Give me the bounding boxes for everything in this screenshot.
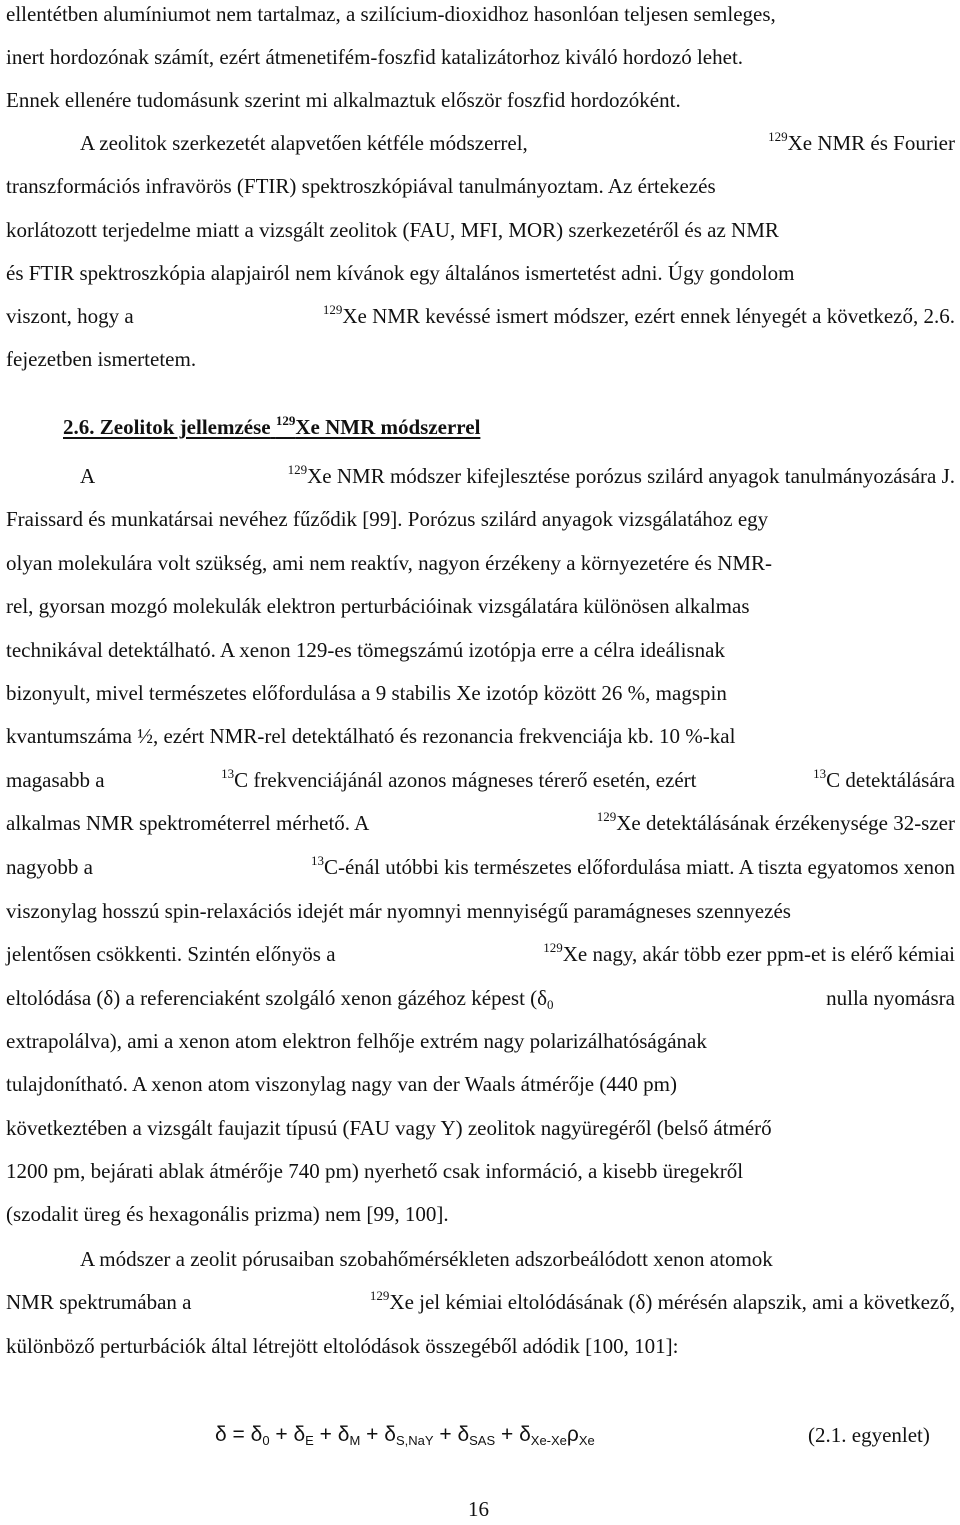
text: alkalmas NMR spektrométerrel mérhető. A bbox=[6, 811, 370, 835]
text: A zeolitok szerkezetét alapvetően kétféle módszerrel, bbox=[80, 131, 528, 155]
superscript: 129 bbox=[596, 809, 617, 824]
text-with-sup bbox=[370, 1288, 955, 1316]
text: technikával detektálható. A xenon 129-es tömegszámú izotópja erre a célra ideálisnak bbox=[6, 638, 725, 662]
text: viszonylag hosszú spin-relaxációs idejét már nyomnyi mennyiségű paramágneses szennyezés bbox=[6, 899, 791, 923]
text-line bbox=[6, 172, 955, 200]
text-with-sup bbox=[288, 462, 955, 490]
text-line bbox=[6, 809, 955, 837]
text-line bbox=[6, 302, 955, 330]
heading-suffix: Xe NMR módszerrel bbox=[295, 415, 481, 439]
text: fejezetben ismertetem. bbox=[6, 347, 197, 371]
text: Xe NMR módszer kifejlesztése porózus szilárd anyagok tanulmányozására J. bbox=[307, 464, 955, 488]
text: és FTIR spektroszkópia alapjairól nem kívánok egy általános ismertetést adni. Úgy gondolom bbox=[6, 261, 795, 285]
text: jelentősen csökkenti. Szintén előnyös a bbox=[6, 942, 336, 966]
text: bizonyult, mivel természetes előfordulása a 9 stabilis Xe izotóp között 26 %, magspin bbox=[6, 681, 727, 705]
text: transzformációs infravörös (FTIR) spektroszkópiával tanulmányoztam. Az értekezés bbox=[6, 174, 716, 198]
text-line bbox=[6, 984, 955, 1012]
superscript: 129 bbox=[369, 1288, 390, 1303]
text-with-sup bbox=[597, 809, 955, 837]
text: Ennek ellenére tudomásunk szerint mi alkalmaztuk először foszfid hordozóként. bbox=[6, 88, 681, 112]
text: Xe NMR és Fourier bbox=[787, 131, 955, 155]
text-line bbox=[6, 722, 955, 750]
text: C-énál utóbbi kis természetes előfordulása miatt. A tiszta egyatomos xenon bbox=[323, 855, 955, 879]
text: A bbox=[80, 464, 96, 488]
text-line bbox=[6, 897, 955, 925]
text-line bbox=[6, 43, 955, 71]
text-line bbox=[6, 216, 955, 244]
text: ellentétben alumíniumot nem tartalmaz, a szilícium-dioxidhoz hasonlóan teljesen semleges, bbox=[6, 2, 776, 26]
eq-part: + δ bbox=[269, 1423, 306, 1446]
text-line bbox=[6, 940, 955, 968]
equation-number: (2.1. egyenlet) bbox=[808, 1423, 930, 1447]
text-line bbox=[6, 1027, 955, 1055]
superscript: 13 bbox=[310, 853, 324, 868]
text: Fraissard és munkatársai nevéhez fűződik [99]. Porózus szilárd anyagok vizsgálatához egy bbox=[6, 507, 769, 531]
text: magasabb a bbox=[6, 768, 105, 792]
text-with-sup bbox=[221, 766, 696, 794]
text: eltolódása (δ) a referenciaként szolgáló xenon gázéhoz képest (δ bbox=[6, 986, 548, 1010]
text-line bbox=[6, 636, 955, 664]
text: (szodalit üreg és hexagonális prizma) nem [99, 100]. bbox=[6, 1202, 449, 1226]
text: korlátozott terjedelme miatt a vizsgált zeolitok (FAU, MFI, MOR) szerkezetéről és az NMR bbox=[6, 218, 779, 242]
text: Xe nagy, akár több ezer ppm-et is elérő kémiai bbox=[562, 942, 955, 966]
text: Xe detektálásának érzékenysége 32-szer bbox=[616, 811, 955, 835]
eq-subscript: 0 bbox=[262, 1433, 270, 1448]
subscript: 0 bbox=[547, 997, 554, 1012]
text-line bbox=[6, 345, 955, 373]
text: C detektálására bbox=[826, 768, 955, 792]
text: tulajdonítható. A xenon atom viszonylag nagy van der Waals átmérője (440 pm) bbox=[6, 1072, 677, 1096]
text: olyan molekulára volt szükség, ami nem reaktív, nagyon érzékeny a környezetére és NMR- bbox=[6, 551, 773, 575]
text: NMR spektrumában a bbox=[6, 1290, 192, 1314]
eq-subscript: M bbox=[349, 1433, 361, 1448]
text-with-sup bbox=[543, 940, 955, 968]
text-line bbox=[6, 1157, 955, 1185]
eq-subscript: S,NaY bbox=[395, 1433, 434, 1448]
text: Xe jel kémiai eltolódásának (δ) mérésén alapszik, ami a következő, bbox=[389, 1290, 955, 1314]
text: C frekvenciájánál azonos mágneses térerő esetén, ezért bbox=[234, 768, 697, 792]
text-line bbox=[80, 129, 955, 157]
text-with-sup bbox=[768, 129, 955, 157]
eq-part: + δ bbox=[495, 1423, 531, 1446]
text-line bbox=[6, 1200, 955, 1228]
superscript: 129 bbox=[275, 413, 296, 428]
text: inert hordozónak számít, ezért átmenetifém-foszfid katalizátorhoz kiváló hordozó lehet. bbox=[6, 45, 744, 69]
text: kvantumszáma ½, ezért NMR-rel detektálható és rezonancia frekvenciája kb. 10 %-kal bbox=[6, 724, 736, 748]
text-line bbox=[6, 505, 955, 533]
superscript: 129 bbox=[768, 129, 788, 144]
text-line bbox=[6, 549, 955, 577]
superscript: 13 bbox=[813, 766, 827, 781]
text-with-sup bbox=[311, 853, 955, 881]
page-number: 16 bbox=[468, 1497, 489, 1521]
heading-text bbox=[63, 413, 480, 441]
text-line bbox=[6, 0, 955, 28]
text-line bbox=[6, 1114, 955, 1142]
equation bbox=[215, 1420, 595, 1450]
text: viszont, hogy a bbox=[6, 304, 134, 328]
text-line bbox=[6, 592, 955, 620]
eq-subscript: Xe-Xe bbox=[530, 1433, 567, 1448]
text: 1200 pm, bejárati ablak átmérője 740 pm) nyerhető csak információ, a kisebb üregekről bbox=[6, 1159, 744, 1183]
text-line bbox=[6, 853, 955, 881]
eq-part: + δ bbox=[433, 1423, 470, 1446]
text: nagyobb a bbox=[6, 855, 93, 879]
eq-part: ρ bbox=[566, 1423, 579, 1446]
eq-subscript: E bbox=[305, 1433, 314, 1448]
eq-part: + δ bbox=[313, 1423, 350, 1446]
text-line bbox=[6, 766, 955, 794]
superscript: 129 bbox=[543, 940, 563, 955]
eq-subscript: Xe bbox=[578, 1433, 595, 1448]
heading-prefix: 2.6. Zeolitok jellemzése bbox=[63, 415, 271, 439]
text-line bbox=[6, 1288, 955, 1316]
text-line bbox=[6, 1070, 955, 1098]
eq-part: + δ bbox=[360, 1423, 396, 1446]
text: rel, gyorsan mozgó molekulák elektron perturbációinak vizsgálatára különösen alkalmas bbox=[6, 594, 750, 618]
section-heading bbox=[63, 413, 480, 441]
text-line bbox=[6, 86, 955, 114]
text-with-sup bbox=[813, 766, 955, 794]
eq-part: δ = δ bbox=[215, 1423, 263, 1446]
text-line bbox=[80, 462, 955, 490]
text: A módszer a zeolit pórusaiban szobahőmérsékleten adszorbeálódott xenon atomok bbox=[80, 1247, 773, 1271]
text-line bbox=[6, 679, 955, 707]
superscript: 129 bbox=[287, 462, 308, 477]
text-line bbox=[6, 1332, 955, 1360]
text: nulla nyomásra bbox=[826, 986, 955, 1010]
text-with-sub bbox=[6, 984, 554, 1012]
text-with-sup bbox=[323, 302, 955, 330]
text-line bbox=[6, 259, 955, 287]
text: Xe NMR kevéssé ismert módszer, ezért ennek lényegét a következő, 2.6. bbox=[342, 304, 955, 328]
superscript: 13 bbox=[221, 766, 235, 781]
text-line bbox=[80, 1245, 955, 1273]
text: extrapolálva), ami a xenon atom elektron felhője extrém nagy polarizálhatóságának bbox=[6, 1029, 707, 1053]
superscript: 129 bbox=[322, 302, 343, 317]
text: következtében a vizsgált faujazit típusú (FAU vagy Y) zeolitok nagyüregéről (belső átmérő bbox=[6, 1116, 772, 1140]
text: különböző perturbációk által létrejött eltolódások összegéből adódik [100, 101]: bbox=[6, 1334, 679, 1358]
eq-subscript: SAS bbox=[469, 1433, 496, 1448]
